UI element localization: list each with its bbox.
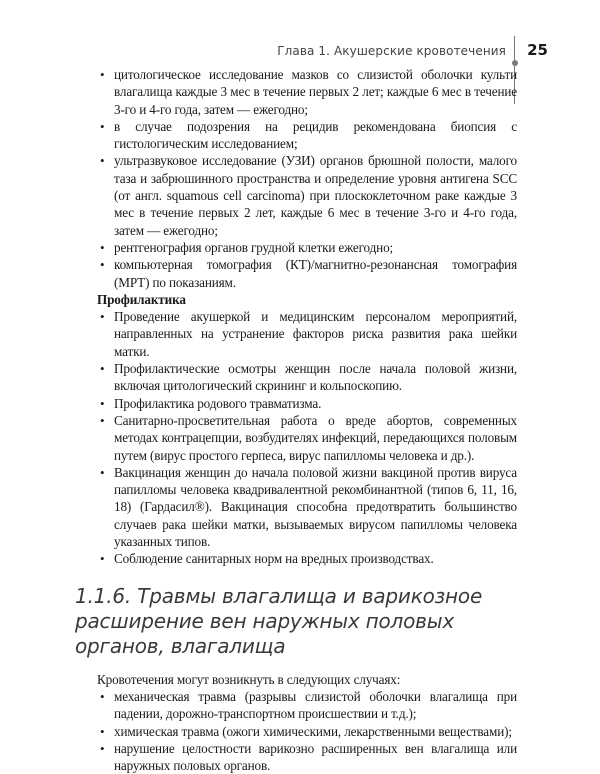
list-item-text: химическая травма (ожоги химическими, лекарственными веществами); bbox=[114, 723, 512, 739]
section-intro: Кровотечения могут возникнуть в следующих случаях: bbox=[97, 671, 401, 687]
list-item bbox=[97, 360, 517, 395]
prevention-list bbox=[97, 308, 517, 567]
list-item bbox=[97, 395, 517, 412]
list-item-text: в случае подозрения на рецидив рекомендована биопсия с гистологическим исследованием; bbox=[114, 118, 517, 152]
page-number: 25 bbox=[527, 41, 548, 59]
list-item-text: Профилактика родового травматизма. bbox=[114, 395, 322, 411]
list-item-text: Проведение акушеркой и медицинским персоналом мероприятий, направленных на устранение факторов риска развития рака шейки матки. bbox=[114, 309, 517, 359]
bullet: • bbox=[100, 361, 105, 377]
list-item bbox=[97, 464, 517, 550]
list-item bbox=[97, 152, 517, 238]
bullet: • bbox=[100, 239, 105, 255]
followup-list bbox=[97, 66, 517, 291]
list-item-text: цитологическое исследование мазков со слизистой оболочки культи влагалища каждые 3 мес в течение первых 2 лет; каждые 6 мес в течение 3-го и 4-го года, затем — ежегодно; bbox=[114, 67, 517, 117]
list-item bbox=[97, 239, 517, 256]
bullet: • bbox=[100, 309, 105, 325]
bullet: • bbox=[100, 412, 105, 428]
list-item-text: Вакцинация женщин до начала половой жизни вакциной против вируса папилломы человека квадривалентной рекомбинантной (типов 6, 11, 16, 18) (Гардасил®). Вакцинация способна предотвратить большинство случаев рака шейки матки, вызываемых вирусом папилломы человека указанных типов. bbox=[114, 464, 517, 550]
list-item bbox=[97, 723, 517, 740]
section-title: 1.1.6. Травмы влагалища и варикозное расширение вен наружных половых органов, влагалища bbox=[75, 583, 483, 658]
list-item-text: механическая травма (разрывы слизистой оболочки влагалища при падении, дорожно-транспортном происшествии и т.д.); bbox=[114, 688, 517, 722]
bullet: • bbox=[100, 464, 105, 480]
list-item bbox=[97, 256, 517, 291]
list-item-text: нарушение целостности варикозно расширенных вен влагалища или наружных половых органов. bbox=[114, 740, 517, 774]
bullet: • bbox=[100, 740, 105, 756]
list-item bbox=[97, 688, 517, 723]
list-item-text: Санитарно-просветительная работа о вреде абортов, современных методах контрацепции, возбудителях инфекций, передающихся половым путем (вирус простого герпеса, вирус папилломы человека и др.). bbox=[114, 412, 517, 463]
list-item bbox=[97, 740, 517, 774]
list-item-text: компьютерная томография (КТ)/магнитно-резонансная томография (МРТ) по показаниям. bbox=[114, 257, 517, 290]
page-body bbox=[75, 66, 517, 774]
list-item bbox=[97, 66, 517, 118]
list-item bbox=[97, 412, 517, 464]
bullet: • bbox=[100, 153, 105, 169]
list-item-text: Соблюдение санитарных норм на вредных производствах. bbox=[114, 551, 434, 567]
bullet: • bbox=[100, 688, 105, 704]
bullet: • bbox=[100, 67, 105, 82]
bullet: • bbox=[100, 118, 105, 134]
list-item-text: Профилактические осмотры женщин после начала половой жизни, включая цитологический скрининг и кольпоскопию. bbox=[114, 361, 517, 394]
bullet: • bbox=[100, 395, 105, 411]
list-item-text: ультразвуковое исследование (УЗИ) органов брюшной полости, малого таза и забрюшинного пространства и определение уровня антигена SCC (от англ. squamous cell carcinoma) при плоскоклеточном раке каждые 3 мес в течение первых 2 лет, каждые 6 мес в течение 3-го и 4-го года, затем — ежегодно; bbox=[114, 153, 517, 238]
chapter-title: Глава 1. Акушерские кровотечения bbox=[277, 44, 506, 58]
list-item bbox=[97, 118, 517, 153]
bullet: • bbox=[100, 257, 105, 273]
bullet: • bbox=[100, 551, 105, 567]
list-item-text: рентгенография органов грудной клетки ежегодно; bbox=[114, 239, 394, 255]
bullet: • bbox=[100, 723, 105, 739]
page-header bbox=[0, 36, 548, 60]
list-item bbox=[97, 308, 517, 360]
prevention-heading: Профилактика bbox=[97, 291, 186, 307]
list-item bbox=[97, 550, 517, 567]
causes-list bbox=[97, 688, 517, 774]
